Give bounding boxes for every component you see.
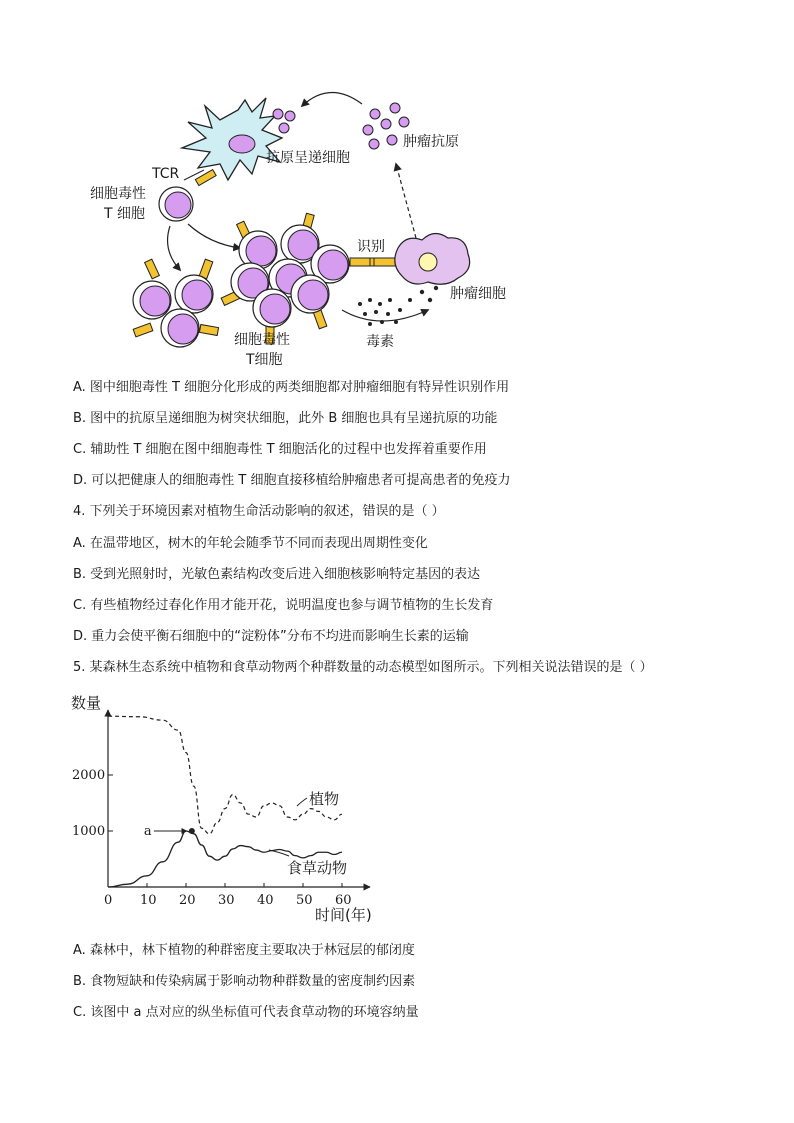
- ctl-top-label-1: 细胞毒性: [90, 186, 146, 202]
- y-tick-label: 2000: [72, 768, 106, 783]
- x-tick-label: 40: [257, 893, 274, 908]
- tumor-cell: [395, 233, 470, 284]
- population-chart: [65, 690, 385, 930]
- recognize-label: 识别: [357, 239, 385, 255]
- x-tick-label: 50: [296, 893, 313, 908]
- ctl-top-label-2: T 细胞: [104, 206, 146, 222]
- y-axis-label: 数量: [71, 694, 102, 712]
- y-tick-label: 1000: [72, 824, 106, 839]
- toxin-label: 毒素: [366, 334, 394, 350]
- q4-option-a: A. 在温带地区，树木的年轮会随季节不同而表现出周期性变化: [73, 536, 428, 551]
- q3-option-a: A. 图中细胞毒性 T 细胞分化形成的两类细胞都对肿瘤细胞有特异性识别作用: [73, 380, 510, 395]
- q4-stem: 4. 下列关于环境因素对植物生命活动影响的叙述，错误的是（ ）: [73, 504, 445, 519]
- toxin-arrow: [342, 310, 428, 321]
- tumor-cell-label: 肿瘤细胞: [450, 286, 506, 302]
- x-tick-label: 10: [140, 893, 157, 908]
- cytotoxic-t-cell-top: [159, 187, 193, 221]
- arrow-tumor-to-antigen: [396, 164, 416, 238]
- q5-option-b: B. 食物短缺和传染病属于影响动物种群数量的密度制约因素: [73, 974, 416, 989]
- plant-series-line: [108, 716, 342, 834]
- plant-series-name: 植物: [309, 790, 340, 808]
- arrow-antigen-to-apc: [302, 92, 362, 106]
- x-axis-label: 时间(年): [315, 906, 372, 924]
- arrow-to-effector-cells: [188, 224, 240, 248]
- q5-option-a: A. 森林中，林下植物的种群密度主要取决于林冠层的郁闭度: [73, 943, 415, 958]
- point-a: [189, 828, 195, 834]
- x-tick-label: 0: [104, 893, 113, 908]
- q5-stem: 5. 某森林生态系统中植物和食草动物两个种群数量的动态模型如图所示。下列相关说法错误的是（ ）: [73, 660, 653, 675]
- recognition-receptor: [350, 258, 396, 266]
- q4-option-b: B. 受到光照射时，光敏色素结构改变后进入细胞核影响特定基因的表达: [73, 567, 481, 582]
- q4-option-d: D. 重力会使平衡石细胞中的“淀粉体”分布不均进而影响生长素的运输: [73, 629, 469, 644]
- tumor-antigen-label: 肿瘤抗原: [403, 134, 459, 150]
- tumor-nucleus: [419, 253, 437, 271]
- point-a-label: a: [143, 824, 152, 839]
- effector-t-cell-cluster: [221, 213, 349, 344]
- tcr-label: TCR: [152, 166, 180, 182]
- q5-option-c: C. 该图中 a 点对应的纵坐标值可代表食草动物的环境容纳量: [73, 1005, 419, 1020]
- herbivore-series-name: 食草动物: [287, 859, 348, 877]
- ctl-bottom-label-1: 细胞毒性: [234, 332, 290, 348]
- q3-option-c: C. 辅助性 T 细胞在图中细胞毒性 T 细胞活化的过程中也发挥着重要作用: [73, 442, 487, 457]
- apc-nucleus: [229, 135, 255, 153]
- memory-t-cell-cluster: [133, 259, 219, 347]
- q4-option-c: C. 有些植物经过春化作用才能开花，说明温度也参与调节植物的生长发育: [73, 598, 494, 613]
- ctl-bottom-label-2: T细胞: [246, 352, 283, 368]
- q3-option-d: D. 可以把健康人的细胞毒性 T 细胞直接移植给肿瘤患者可提高患者的免疫力: [73, 473, 511, 488]
- q3-option-b: B. 图中的抗原呈递细胞为树突状细胞，此外 B 细胞也具有呈递抗原的功能: [73, 411, 498, 426]
- immune-diagram: [70, 88, 550, 378]
- antigen-presenting-cell: [182, 98, 295, 180]
- x-tick-label: 30: [218, 893, 235, 908]
- arrow-to-memory-cells: [168, 226, 180, 270]
- x-tick-label: 20: [179, 893, 196, 908]
- x-tick-label: 60: [335, 893, 352, 908]
- plant-name-leader: [297, 798, 307, 806]
- tcr-receptor: [195, 170, 216, 186]
- apc-label: 抗原呈递细胞: [266, 150, 350, 166]
